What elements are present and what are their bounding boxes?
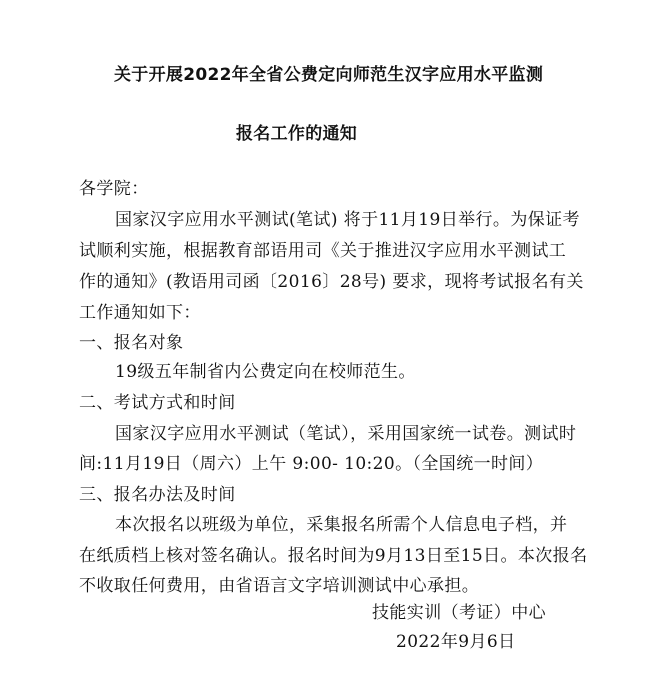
section-2-line-2: 间:11月19日（周六）上午 9:00- 10:20。（全国统一时间）: [79, 454, 544, 474]
section-1-line-1: 19级五年制省内公费定向在校师范生。: [115, 362, 416, 382]
section-2-line-1: 国家汉字应用水平测试（笔试），采用国家统一试卷。测试时: [115, 424, 577, 444]
salutation: 各学院：: [79, 179, 149, 199]
intro-line-1: 国家汉字应用水平测试(笔试) 将于11月19日举行。为保证考: [115, 210, 580, 230]
section-heading-2: 二、考试方式和时间: [79, 393, 236, 413]
section-3-line-2: 在纸质档上核对签名确认。报名时间为9月13日至15日。本次报名: [79, 546, 588, 566]
signature-organization: 技能实训（考证）中心: [372, 603, 546, 623]
section-3-line-1: 本次报名以班级为单位，采集报名所需个人信息电子档，并: [115, 515, 568, 535]
section-heading-3: 三、报名办法及时间: [79, 485, 236, 505]
intro-line-4: 工作通知如下：: [79, 303, 201, 323]
section-3-line-3: 不收取任何费用，由省语言文字培训测试中心承担。: [79, 576, 480, 596]
section-heading-1: 一、报名对象: [79, 333, 184, 353]
signature-date: 2022年9月6日: [396, 632, 516, 652]
document-title-line-1: 关于开展2022年全省公费定向师范生汉字应用水平监测: [114, 65, 544, 85]
intro-line-3: 作的通知》(教语用司函〔2016〕28号) 要求，现将考试报名有关: [79, 272, 584, 292]
intro-line-2: 试顺利实施，根据教育部语用司《关于推进汉字应用水平测试工: [79, 241, 567, 261]
document-title-line-2: 报名工作的通知: [236, 124, 358, 144]
